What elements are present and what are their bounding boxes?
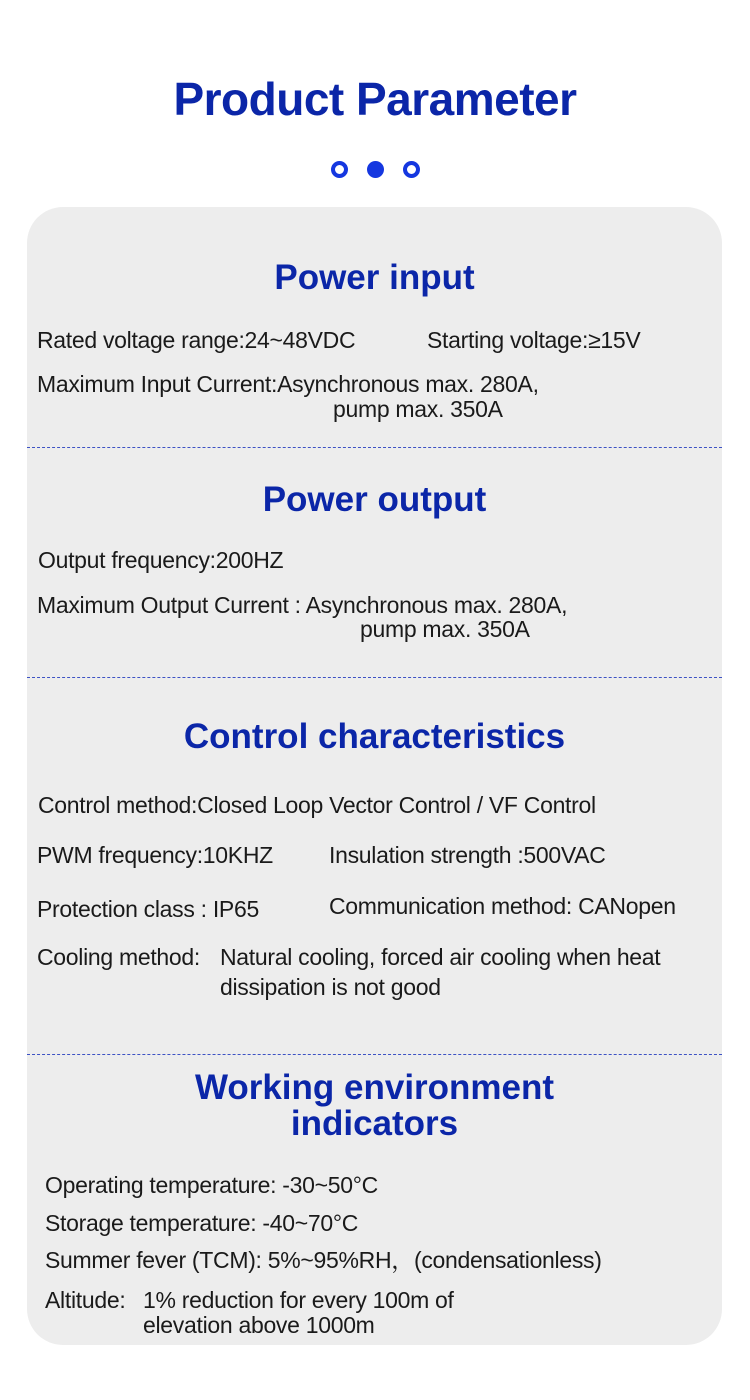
output-frequency-text: Output frequency:200HZ bbox=[38, 547, 284, 573]
insulation-strength-text: Insulation strength :500VAC bbox=[329, 842, 606, 868]
max-input-current-text: Maximum Input Current:Asynchronous max. 280A, bbox=[37, 371, 539, 397]
dot-outline-icon bbox=[331, 161, 348, 178]
max-output-current-text: Maximum Output Current : Asynchronous max. 280A, bbox=[37, 592, 568, 618]
dot-outline-icon bbox=[403, 161, 420, 178]
max-output-current-cont-text: pump max. 350A bbox=[360, 616, 530, 642]
section-divider bbox=[27, 1054, 722, 1055]
page-title: Product Parameter bbox=[173, 73, 577, 125]
section-title-control: Control characteristics bbox=[183, 717, 566, 756]
altitude-value-cont: elevation above 1000m bbox=[143, 1312, 375, 1338]
section-title-environment-line1: Working environment bbox=[194, 1068, 555, 1107]
section-title-power-input: Power input bbox=[274, 258, 475, 297]
decorative-dots bbox=[0, 158, 750, 180]
starting-voltage-text: Starting voltage:≥15V bbox=[427, 327, 641, 353]
humidity-text: Summer fever (TCM): 5%~95%RH，(condensationless) bbox=[45, 1247, 602, 1273]
section-title-environment-line2: indicators bbox=[290, 1104, 459, 1143]
altitude-label: Altitude: bbox=[45, 1287, 126, 1313]
communication-method-text: Communication method: CANopen bbox=[329, 893, 676, 919]
altitude-value: 1% reduction for every 100m of bbox=[143, 1287, 454, 1313]
operating-temperature-text: Operating temperature: -30~50°C bbox=[45, 1172, 378, 1198]
protection-class-text: Protection class : IP65 bbox=[37, 896, 259, 922]
control-method-text: Control method:Closed Loop Vector Control / VF Control bbox=[38, 792, 596, 818]
section-divider bbox=[27, 447, 722, 448]
parameter-card bbox=[27, 207, 722, 1345]
rated-voltage-text: Rated voltage range:24~48VDC bbox=[37, 327, 356, 353]
pwm-frequency-text: PWM frequency:10KHZ bbox=[37, 842, 273, 868]
cooling-method-value-cont: dissipation is not good bbox=[220, 974, 441, 1000]
section-title-power-output: Power output bbox=[262, 480, 487, 519]
cooling-method-label: Cooling method: bbox=[37, 944, 200, 970]
section-divider bbox=[27, 677, 722, 678]
max-input-current-cont-text: pump max. 350A bbox=[333, 396, 503, 422]
storage-temperature-text: Storage temperature: -40~70°C bbox=[45, 1210, 359, 1236]
cooling-method-value: Natural cooling, forced air cooling when heat bbox=[220, 944, 661, 970]
dot-filled-icon bbox=[367, 161, 384, 178]
